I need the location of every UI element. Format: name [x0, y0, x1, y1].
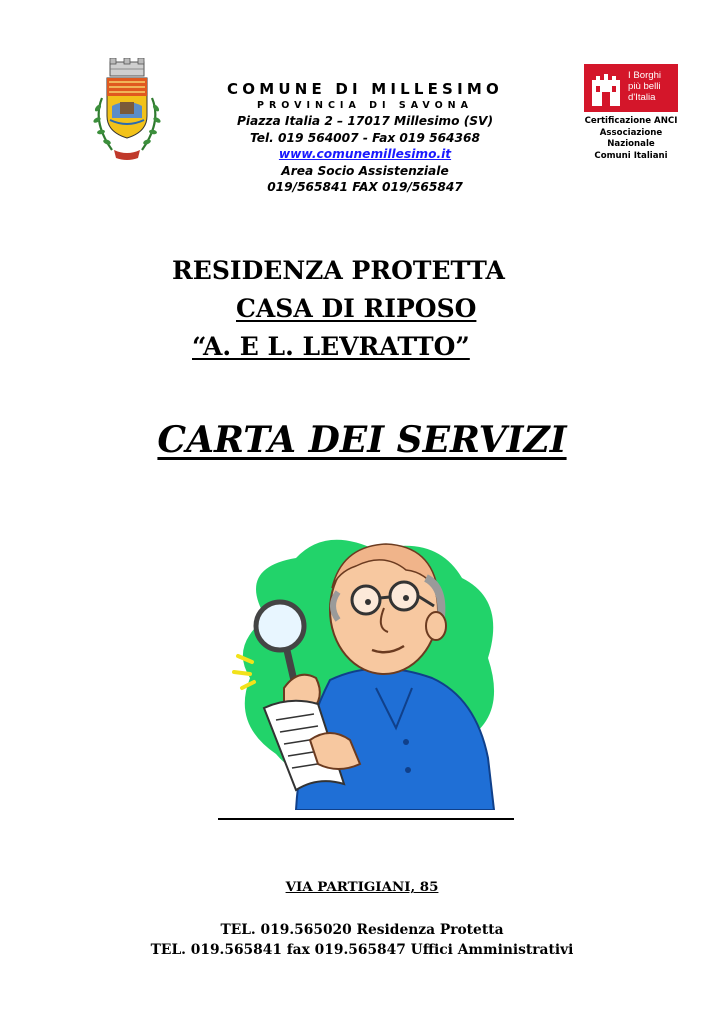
main-title-wrapper — [0, 412, 724, 468]
area-label: Area Socio Assistenziale — [281, 163, 449, 178]
phone-residenza: TEL. 019.565020 Residenza Protetta — [220, 922, 504, 938]
contact-block — [0, 920, 724, 960]
borghi-logo-icon — [586, 64, 626, 112]
municipal-crest-icon — [88, 58, 166, 162]
borghi-logo — [584, 64, 678, 112]
borghi-line-3: d'Italia — [628, 92, 656, 103]
title-residenza: RESIDENZA PROTETTA — [172, 256, 505, 285]
address-wrapper — [0, 878, 724, 896]
cert-line-3: Nazionale — [607, 139, 655, 149]
cert-line-2: Associazione — [599, 127, 663, 138]
old-man-magnifying-glass-illustration — [226, 528, 508, 810]
cert-line-4: Comuni Italiani — [594, 150, 668, 161]
title-casa-riposo: CASA DI RIPOSO — [236, 294, 477, 323]
title-levratto: “A. E L. LEVRATTO” — [192, 332, 470, 361]
municipality-name: COMUNE DI MILLESIMO — [227, 80, 503, 98]
municipality-header — [190, 80, 540, 196]
phone-uffici: TEL. 019.565841 fax 019.565847 Uffici Amministrativi — [150, 942, 574, 958]
borghi-line-1: I Borghi — [628, 70, 662, 81]
anci-certification — [572, 116, 690, 162]
borghi-line-2: più belli — [628, 81, 661, 92]
cert-line-1: Certificazione ANCI — [584, 116, 678, 126]
website-link[interactable]: www.comunemillesimo.it — [278, 147, 452, 161]
province-name: PROVINCIA DI SAVONA — [257, 100, 473, 111]
area-phone: 019/565841 FAX 019/565847 — [267, 180, 463, 194]
facility-address: VIA PARTIGIANI, 85 — [285, 879, 439, 895]
municipality-address: Piazza Italia 2 – 17017 Millesimo (SV) — [236, 114, 494, 128]
main-title: CARTA DEI SERVIZI — [157, 419, 567, 461]
municipality-phone-fax: Tel. 019 564007 - Fax 019 564368 — [250, 130, 480, 145]
divider-line — [218, 818, 514, 820]
